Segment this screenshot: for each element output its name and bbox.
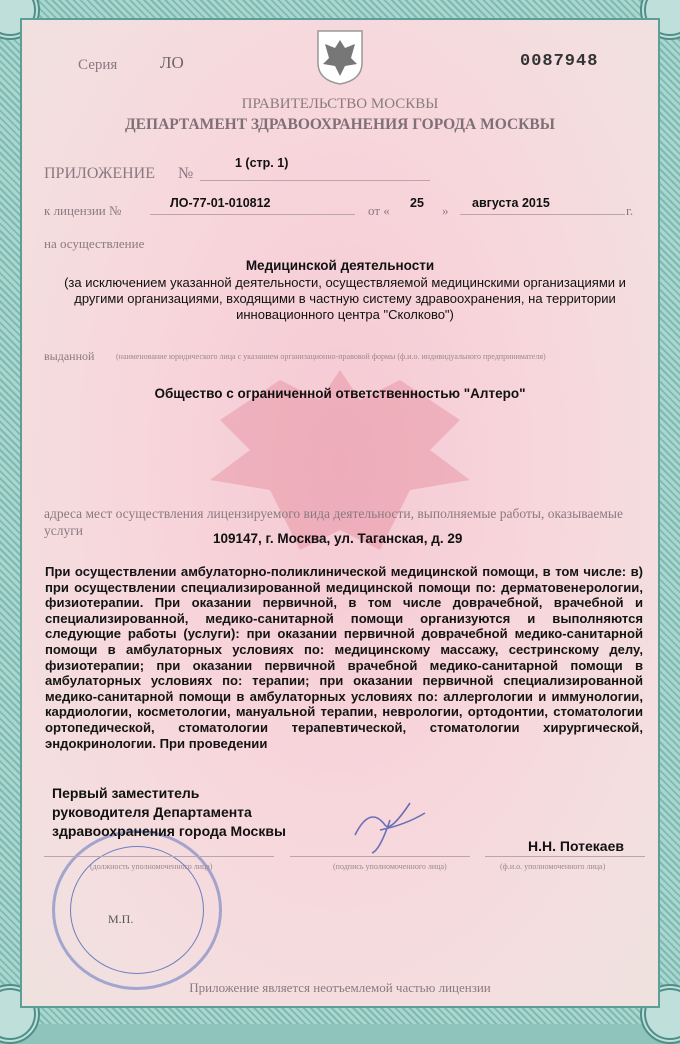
license-number: ЛО-77-01-010812 <box>170 196 271 210</box>
form-number: 0087948 <box>520 52 598 71</box>
organization-name: Общество с ограниченной ответственностью "Алтеро" <box>0 386 680 401</box>
license-month-year: августа 2015 <box>472 196 550 210</box>
coat-of-arms-icon <box>315 28 365 86</box>
name-hint: (ф.и.о. уполномоченного лица) <box>500 862 605 871</box>
signature-hint: (подпись уполномоченного лица) <box>333 862 447 871</box>
license-label: к лицензии № <box>44 203 121 219</box>
series-value: ЛО <box>160 53 184 73</box>
annex-label: ПРИЛОЖЕНИЕ <box>44 165 155 183</box>
activity-title: Медицинской деятельности <box>0 258 680 273</box>
license-day: 25 <box>410 196 424 210</box>
signatory-name: Н.Н. Потекаев <box>528 838 624 854</box>
address-label: адреса мест осуществления лицензируемого вида деятельности, выполняемые работы, оказываемые услуги <box>44 505 652 539</box>
works-and-services-text: При осуществлении амбулаторно-поликлинической медицинской помощи, в том числе: в) при осуществлении специализированной медицинской помощи по: дерматовенерологии, физиотерапии. При оказании первичной, в том числе доврачебной, врачебной и специализированной, медико-санитарной помощи организуются и выполняются следующие работы (услуги): при оказании первичной доврачебной медико-санитарной помощи в амбулаторных условиях по: медицинскому массажу, сестринскому делу, физиотерапии; при оказании первичной врачебной медико-санитарной помощи в амбулаторных условиях по: терапии; при оказании первичной специализированной медико-санитарной помощи в амбулаторных условиях по: аллергологии и иммунологии, кардиологии, косметологии, мануальной терапии, неврологии, ортодонтии, стоматологии ортопедической, стоматологии терапевтической, стоматологии хирургической, эндокринологии. При проведении <box>45 564 643 751</box>
annex-number: 1 (стр. 1) <box>235 156 288 170</box>
activity-label: на осуществление <box>44 236 144 252</box>
issuer-government: ПРАВИТЕЛЬСТВО МОСКВЫ <box>0 96 680 113</box>
signature-icon <box>350 795 430 855</box>
annex-no-sign: № <box>178 165 193 183</box>
license-from: от « <box>368 203 390 219</box>
activity-description: (за исключением указанной деятельности, осуществляемой медицинскими организациями и другими организациями, входящими в частную систему здравоохранения, на территории инновационного центра "Сколково") <box>40 275 650 323</box>
issued-label: выданной <box>44 349 94 364</box>
address-value: 109147, г. Москва, ул. Таганская, д. 29 <box>213 531 462 546</box>
issuer-department: ДЕПАРТАМЕНТ ЗДРАВООХРАНЕНИЯ ГОРОДА МОСКВЫ <box>0 116 680 134</box>
license-year-suffix: г. <box>626 203 633 219</box>
series-label: Серия <box>78 57 117 74</box>
signatory-position: Первый заместитель руководителя Департамента здравоохранения города Москвы <box>52 784 292 841</box>
footer-note: Приложение является неотъемлемой частью лицензии <box>0 980 680 996</box>
license-quote-close: » <box>442 203 449 219</box>
issued-hint: (наименование юридического лица с указанием организационно-правовой формы (ф.и.о. индивидуального предпринимателя) <box>116 352 546 361</box>
position-hint: (должность уполномоченного лица) <box>90 862 212 871</box>
seal-place-label: М.П. <box>108 912 133 927</box>
